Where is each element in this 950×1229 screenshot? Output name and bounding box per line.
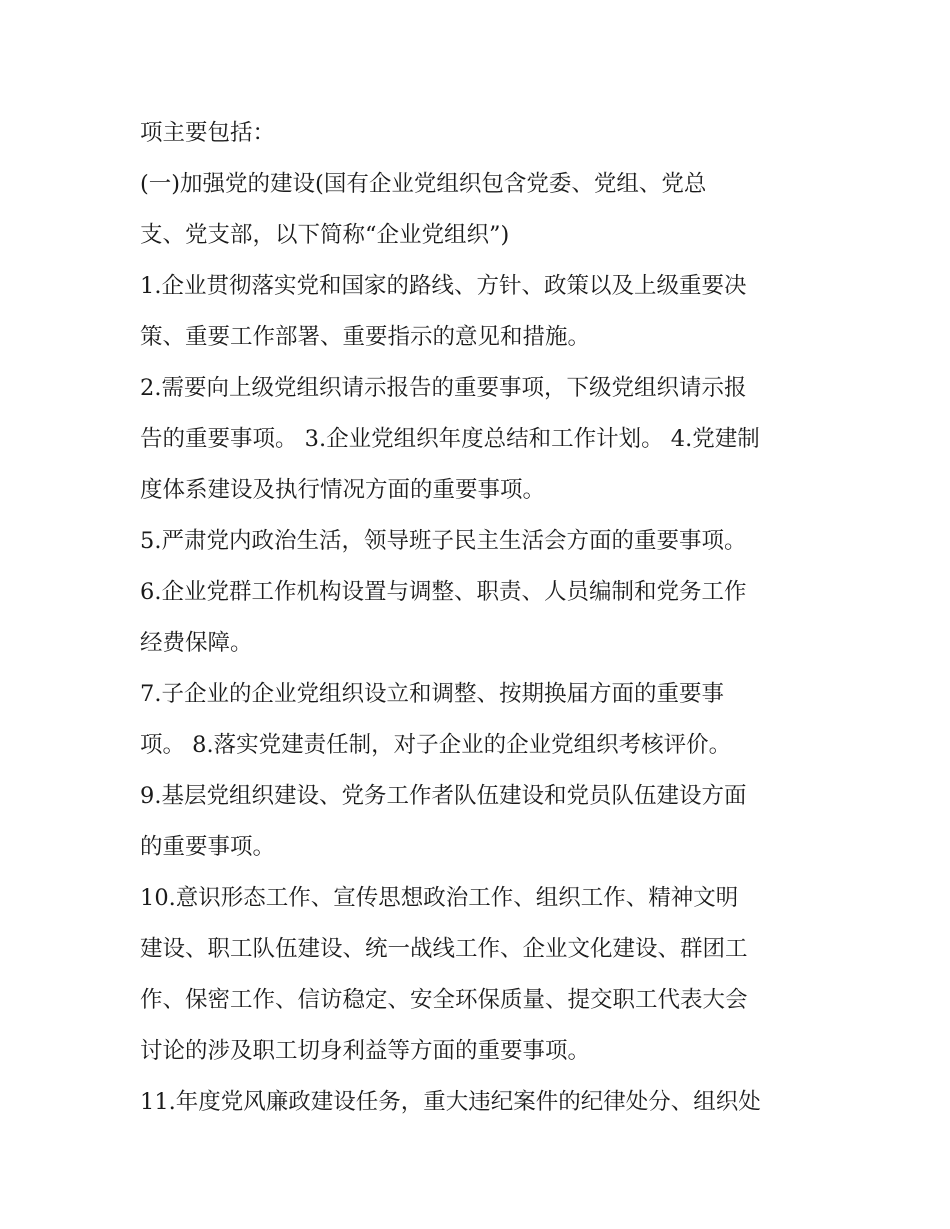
document-body: [140, 108, 820, 1128]
text-line: 建设、职工队伍建设、统一战线工作、企业文化建设、群团工: [140, 936, 748, 962]
text-line: 7.子企业的企业党组织设立和调整、按期换届方面的重要事: [140, 681, 724, 707]
text-line: 2.需要向上级党组织请示报告的重要事项，下级党组织请示报: [140, 375, 747, 401]
text-line: 讨论的涉及职工切身利益等方面的重要事项。: [140, 1038, 591, 1064]
text-line: (一)加强党的建设(国有企业党组织包含党委、党组、党总: [140, 171, 707, 197]
text-line: 项。 8.落实党建责任制，对子企业的企业党组织考核评价。: [140, 732, 732, 758]
text-line: 度体系建设及执行情况方面的重要事项。: [140, 477, 546, 503]
text-line: 作、保密工作、信访稳定、安全环保质量、提交职工代表大会: [140, 987, 748, 1013]
text-line: 1.企业贯彻落实党和国家的路线、方针、政策以及上级重要决: [140, 273, 747, 299]
text-line: 告的重要事项。 3.企业党组织年度总结和工作计划。 4.党建制: [140, 426, 760, 452]
text-line: 9.基层党组织建设、党务工作者队伍建设和党员队伍建设方面: [140, 783, 747, 809]
text-line: 经费保障。: [140, 630, 253, 656]
text-line: 5.严肃党内政治生活，领导班子民主生活会方面的重要事项。: [140, 528, 747, 554]
text-line: 支、党支部，以下简称“企业党组织”): [140, 222, 510, 248]
text-line: 项主要包括：: [140, 120, 276, 146]
text-line: 的重要事项。: [140, 834, 276, 860]
text-line: 6.企业党群工作机构设置与调整、职责、人员编制和党务工作: [140, 579, 747, 605]
text-line: 策、重要工作部署、重要指示的意见和措施。: [140, 324, 591, 350]
text-line: 11.年度党风廉政建设任务，重大违纪案件的纪律处分、组织处: [140, 1089, 761, 1115]
text-line: 10.意识形态工作、宣传思想政治工作、组织工作、精神文明: [140, 885, 739, 911]
